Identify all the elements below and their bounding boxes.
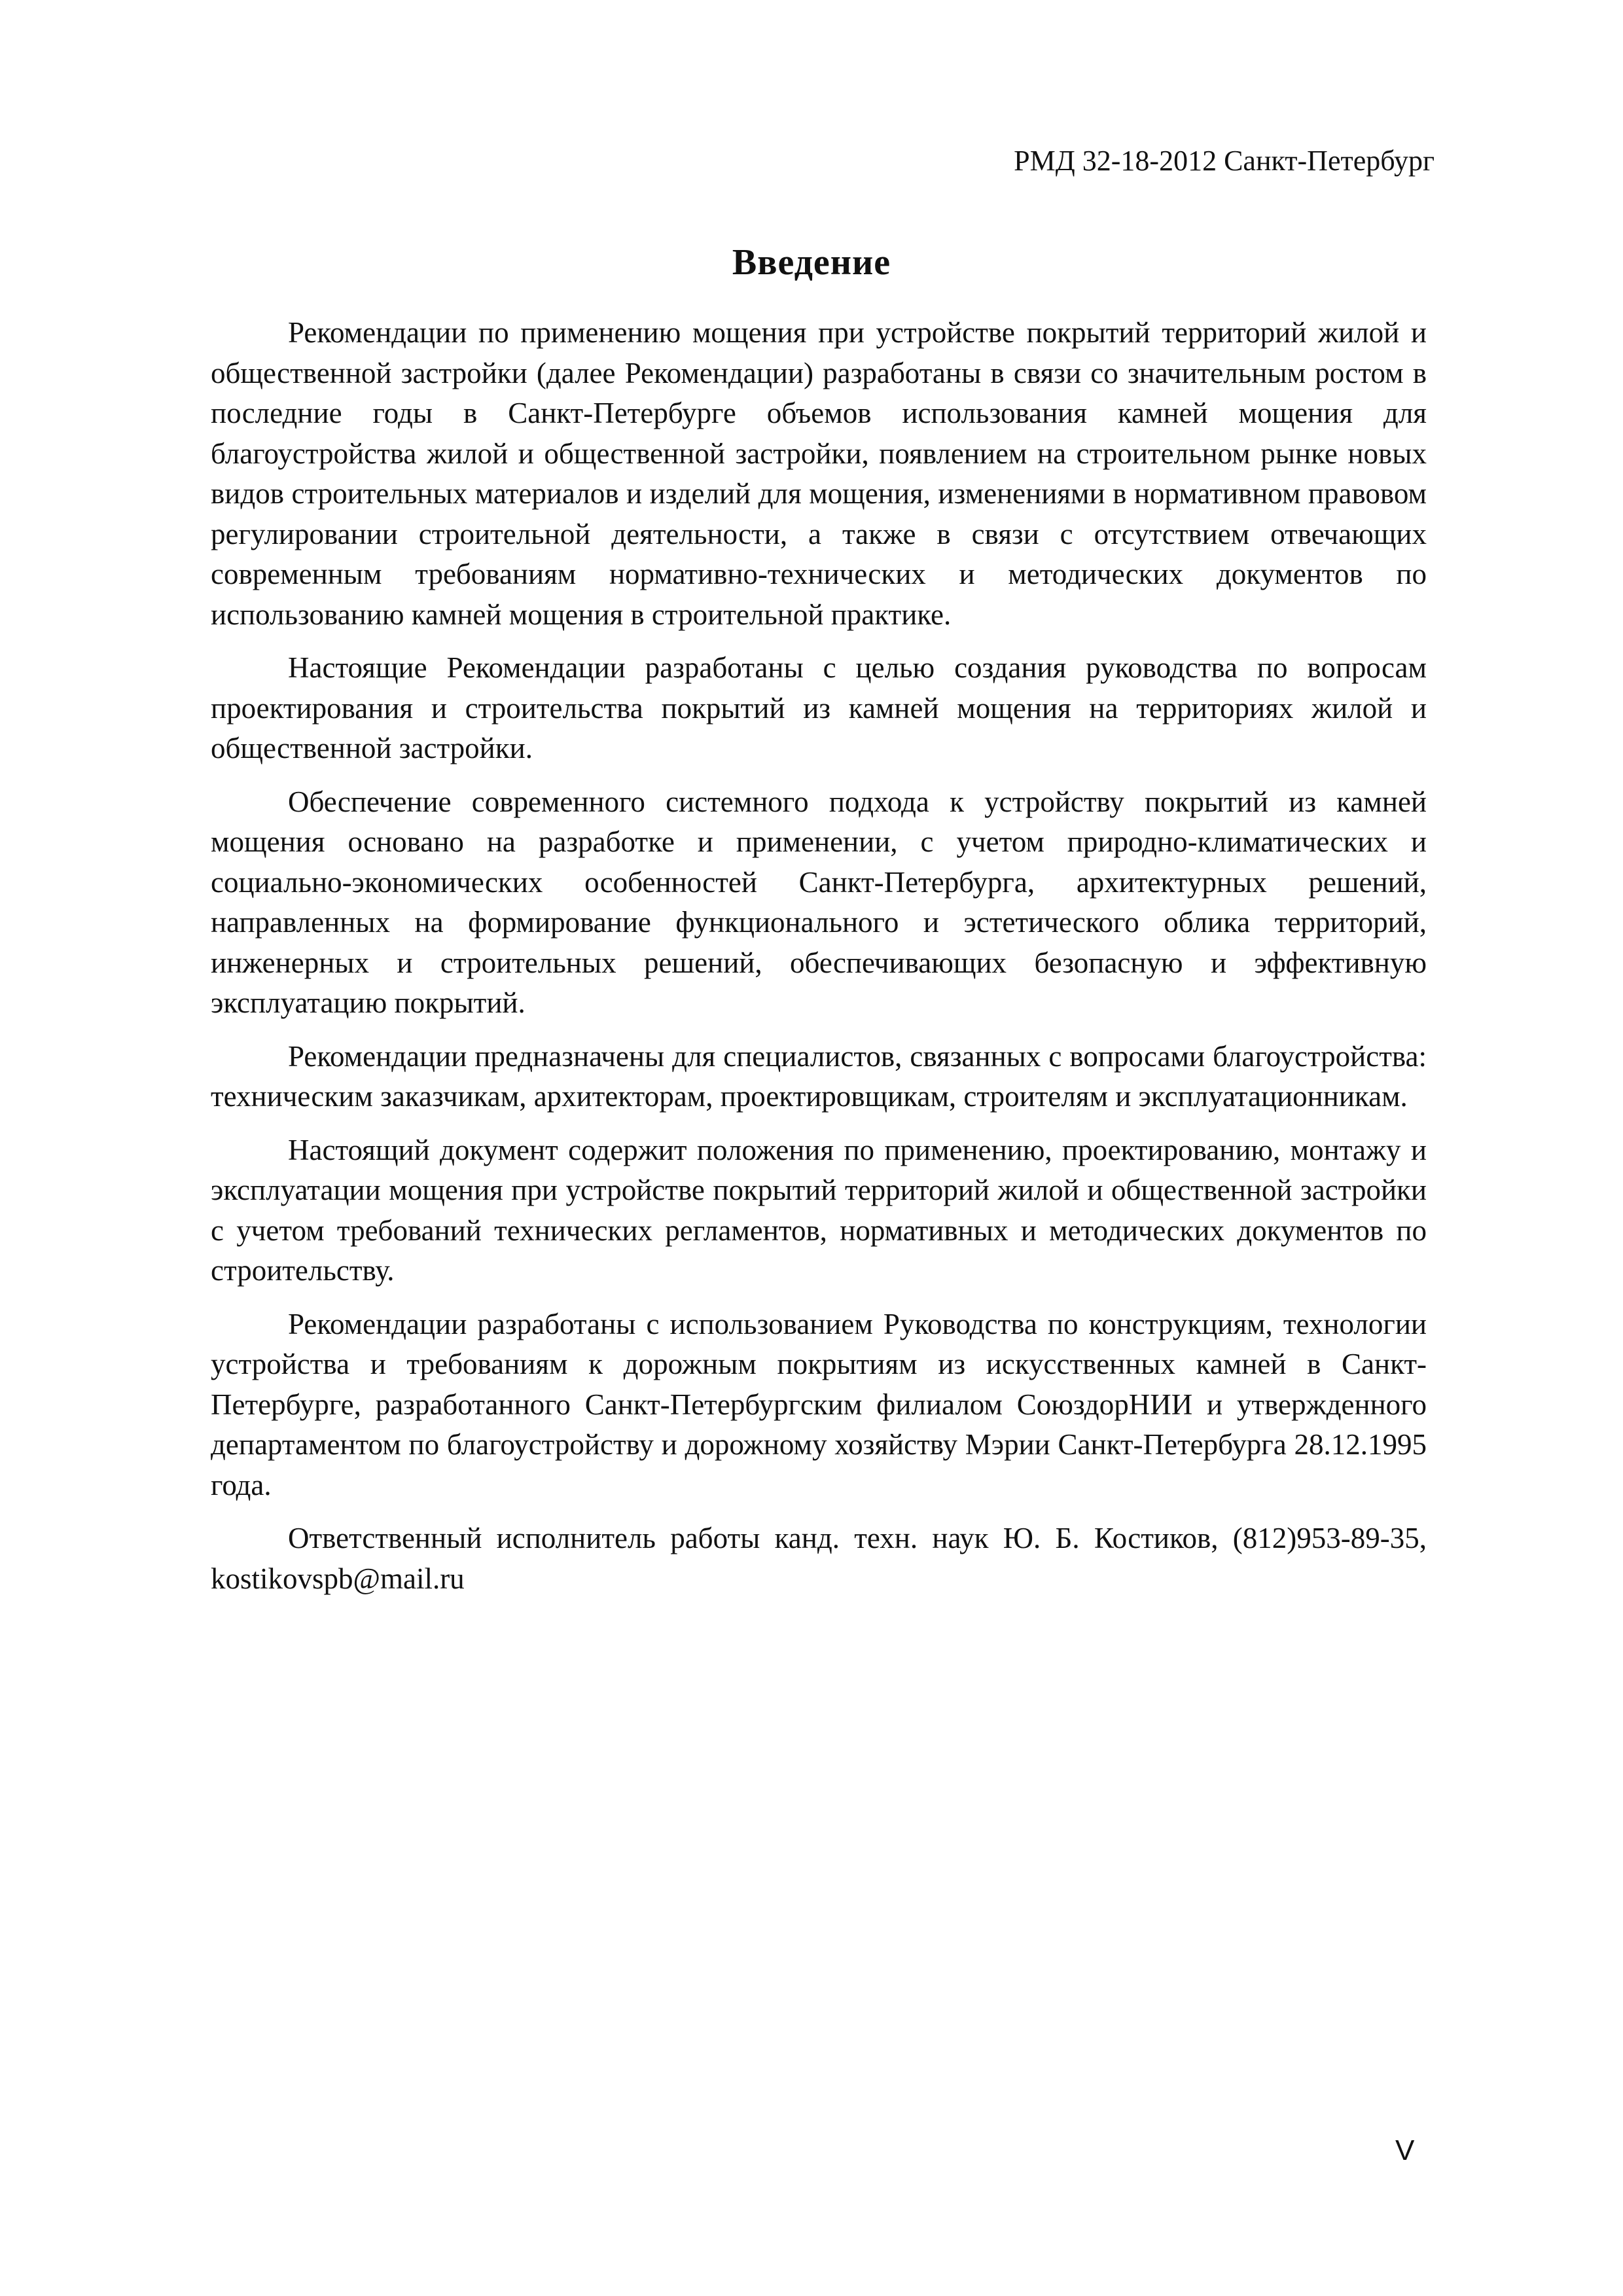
paragraph-approach: Обеспечение современного системного подхода к устройству покрытий из камней мощения основано на разработке и применении, с учетом природно-климатических и социально-экономических особенностей Санкт-Петербурга, архитектурных решений, направленных на формирование функционального и эстетического облика территорий, инженерных и строительных решений, обеспечивающих безопасную и эффективную эксплуатацию покрытий. [211, 785, 1427, 1019]
paragraph-purpose: Рекомендации по применению мощения при устройстве покрытий территорий жилой и общественной застройки (далее Рекомендации) разработаны в связи со значительным ростом в последние годы в Санкт-Петербурге объемов использования камней мощения для благоустройства жилой и общественной застройки, появлением на строительном рынке новых видов строительных материалов и изделий для мощения, изменениями в нормативном правовом регулировании строительной деятельности, а также в связи с отсутствием отвечающих современным требованиям нормативно-технических и методических документов по использованию камней мощения в строительной практике. [211, 316, 1427, 631]
paragraph-sources: Рекомендации разработаны с использованием Руководства по конструкциям, технологии устройства и требованиям к дорожным покрытиям из искусственных камней в Санкт-Петербурге, разработанного Санкт-Петербургским филиалом СоюздорНИИ и утвержденного департаментом по благоустройству и дорожному хозяйству Мэрии Санкт-Петербурга 28.12.1995 года. [211, 1307, 1427, 1501]
paragraph-audience: Рекомендации предназначены для специалистов, связанных с вопросами благоустройства: техническим заказчикам, архитекторам, проектировщикам, строителям и эксплуатационникам. [211, 1039, 1427, 1113]
body-text [211, 313, 1427, 1612]
paragraph-scope: Настоящий документ содержит положения по применению, проектированию, монтажу и эксплуатации мощения при устройстве покрытий территорий жилой и общественной застройки с учетом требований технических регламентов, нормативных и методических документов по строительству. [211, 1133, 1427, 1287]
section-title: Введение [732, 242, 891, 283]
page-number: V [1395, 2134, 1415, 2166]
paragraph-contact: Ответственный исполнитель работы канд. техн. наук Ю. Б. Костиков, (812)953-89-35, kostikovspb@mail.ru [211, 1522, 1427, 1595]
running-header: РМД 32-18-2012 Санкт-Петербург [1014, 145, 1435, 177]
paragraph-goal: Настоящие Рекомендации разработаны с целью создания руководства по вопросам проектирования и строительства покрытий из камней мощения на территориях жилой и общественной застройки. [211, 651, 1427, 764]
